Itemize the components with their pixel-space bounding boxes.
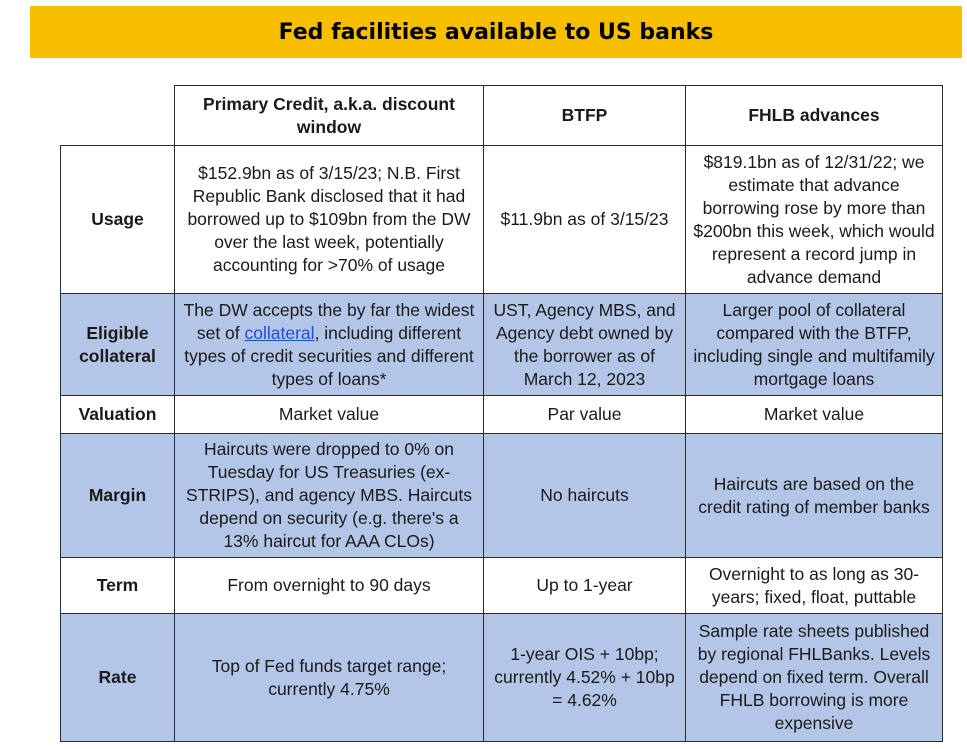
cell-collateral-btfp: UST, Agency MBS, and Agency debt owned by the borrower as of March 12, 2023	[484, 294, 686, 396]
cell-margin-primary-credit: Haircuts were dropped to 0% on Tuesday for US Treasuries (ex-STRIPS), and agency MBS. Haircuts depend on security (e.g. there's a 13% haircut for AAA CLOs)	[175, 434, 484, 558]
cell-collateral-primary-credit	[175, 294, 484, 396]
facilities-table	[60, 85, 943, 742]
cell-term-fhlb: Overnight to as long as 30-years; fixed, float, puttable	[686, 558, 943, 614]
cell-valuation-fhlb: Market value	[686, 396, 943, 434]
title-banner	[30, 6, 962, 58]
row-label-usage: Usage	[61, 146, 175, 294]
row-rate	[61, 614, 943, 742]
cell-usage-btfp: $11.9bn as of 3/15/23	[484, 146, 686, 294]
cell-margin-fhlb: Haircuts are based on the credit rating of member banks	[686, 434, 943, 558]
cell-rate-btfp: 1-year OIS + 10bp; currently 4.52% + 10bp = 4.62%	[484, 614, 686, 742]
column-header-fhlb: FHLB advances	[686, 86, 943, 146]
column-header-primary-credit: Primary Credit, a.k.a. discount window	[175, 86, 484, 146]
cell-rate-primary-credit: Top of Fed funds target range; currently 4.75%	[175, 614, 484, 742]
cell-valuation-btfp: Par value	[484, 396, 686, 434]
cell-collateral-fhlb: Larger pool of collateral compared with the BTFP, including single and multifamily mortgage loans	[686, 294, 943, 396]
cell-term-btfp: Up to 1-year	[484, 558, 686, 614]
row-margin	[61, 434, 943, 558]
collateral-link[interactable]: collateral	[244, 322, 315, 343]
row-label-eligible-collateral: Eligible collateral	[61, 294, 175, 396]
cell-rate-fhlb: Sample rate sheets published by regional FHLBanks. Levels depend on fixed term. Overall FHLB borrowing is more expensive	[686, 614, 943, 742]
row-valuation	[61, 396, 943, 434]
collateral-text-after: , including different types of credit securities and different types of loans*	[184, 322, 474, 389]
row-label-margin: Margin	[61, 434, 175, 558]
column-header-btfp: BTFP	[484, 86, 686, 146]
row-term	[61, 558, 943, 614]
cell-usage-primary-credit: $152.9bn as of 3/15/23; N.B. First Republic Bank disclosed that it had borrowed up to $109bn from the DW over the last week, potentially accounting for >70% of usage	[175, 146, 484, 294]
cell-usage-fhlb: $819.1bn as of 12/31/22; we estimate that advance borrowing rose by more than $200bn this week, which would represent a record jump in advance demand	[686, 146, 943, 294]
row-label-valuation: Valuation	[61, 396, 175, 434]
row-label-rate: Rate	[61, 614, 175, 742]
row-usage	[61, 146, 943, 294]
collateral-text-before: The DW accepts the by far the widest set of	[183, 299, 475, 343]
corner-cell	[61, 86, 175, 146]
row-eligible-collateral	[61, 294, 943, 396]
row-label-term: Term	[61, 558, 175, 614]
page-title: Fed facilities available to US banks	[278, 19, 714, 45]
cell-term-primary-credit: From overnight to 90 days	[175, 558, 484, 614]
cell-valuation-primary-credit: Market value	[175, 396, 484, 434]
header-row	[61, 86, 943, 146]
cell-margin-btfp: No haircuts	[484, 434, 686, 558]
